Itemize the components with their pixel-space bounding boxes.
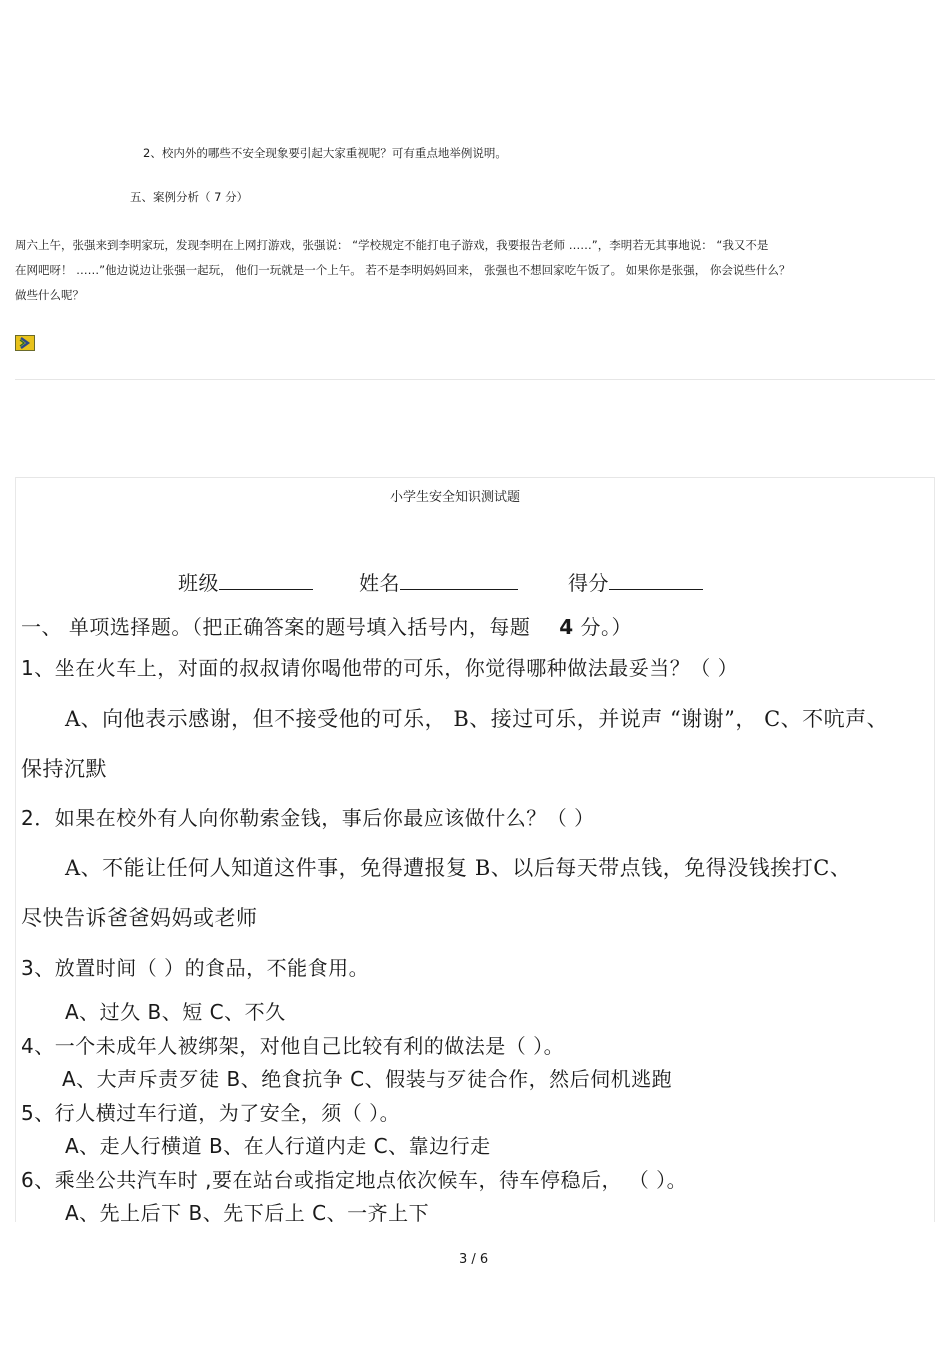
name-label: 姓名 [359, 571, 400, 595]
class-label: 班级 [178, 571, 219, 595]
question-2-options: A、不能让任何人知道这件事，免得遭报复 B、以后每天带点钱，免得没钱挨打C、 [65, 856, 852, 880]
section-1-heading [21, 611, 632, 640]
question-6: 6、乘坐公共汽车时 ,要在站台或指定地点依次候车，待车停稳后， （ ）。 [21, 1168, 688, 1192]
score-field [568, 567, 703, 596]
question-5-options: A、走人行横道 B、在人行道内走 C、靠边行走 [65, 1134, 491, 1158]
question-1: 1、坐在火车上，对面的叔叔请你喝他带的可乐，你觉得哪种做法最妥当？（ ） [21, 656, 739, 680]
name-field [359, 567, 518, 596]
points-per-question: 4 [559, 615, 574, 639]
name-blank[interactable] [400, 571, 518, 590]
essay-question-2: 2、校内外的哪些不安全现象要引起大家重视呢？可有重点地举例说明。 [143, 146, 507, 160]
quiz-title: 小学生安全知识测试题 [390, 490, 521, 505]
question-4: 4、一个未成年人被绑架，对他自己比较有利的做法是（ ）。 [21, 1034, 565, 1058]
section-1-heading-unit: 分。） [580, 615, 632, 639]
page-number: 3 / 6 [459, 1252, 489, 1267]
question-6-options: A、先上后下 B、先下后上 C、一齐上下 [65, 1201, 430, 1225]
score-label: 得分 [568, 571, 609, 595]
class-blank[interactable] [219, 571, 313, 590]
quiz-box-right-border [934, 477, 935, 1222]
case-text-line-3: 做些什么呢？ [15, 288, 84, 302]
class-field [178, 567, 313, 596]
question-1-options-cont: 保持沉默 [21, 757, 107, 781]
question-5: 5、行人横过车行道，为了安全，须（ ）。 [21, 1101, 401, 1125]
question-3-options: A、过久 B、短 C、不久 [65, 1000, 286, 1024]
section-1-heading-text: 一、 单项选择题。（把正确答案的题号填入括号内，每题 [21, 615, 531, 639]
divider [15, 379, 935, 380]
question-3: 3、放置时间（ ）的食品，不能食用。 [21, 956, 370, 980]
question-4-options: A、大声斥责歹徒 B、绝食抗争 C、假装与歹徒合作，然后伺机逃跑 [62, 1067, 673, 1091]
question-1-options: A、向他表示感谢，但不接受他的可乐， B、接过可乐，并说声 “谢谢”， C、不吭声、 [65, 707, 889, 731]
case-text-line-2: 在网吧呀！ ……”他边说边让张强一起玩， 他们一玩就是一个上午。 若不是李明妈妈回来， 张强也不想回家吃午饭了。 如果你是张强， 你会说些什么？ [15, 263, 791, 277]
section-5-heading: 五、案例分析（ 7 分） [130, 190, 249, 204]
quiz-box-top-border [15, 477, 935, 478]
arrow-icon[interactable] [15, 335, 35, 351]
case-text-line-1: 周六上午，张强来到李明家玩，发现李明在上网打游戏，张强说： “学校规定不能打电子游戏，我要报告老师 ……”，李明若无其事地说： “我又不是 [15, 238, 769, 252]
quiz-box-left-border [15, 477, 16, 1222]
question-2-options-cont: 尽快告诉爸爸妈妈或老师 [21, 906, 258, 930]
question-2: 2．如果在校外有人向你勒索金钱，事后你最应该做什么？（ ） [21, 806, 595, 830]
score-blank[interactable] [609, 571, 703, 590]
